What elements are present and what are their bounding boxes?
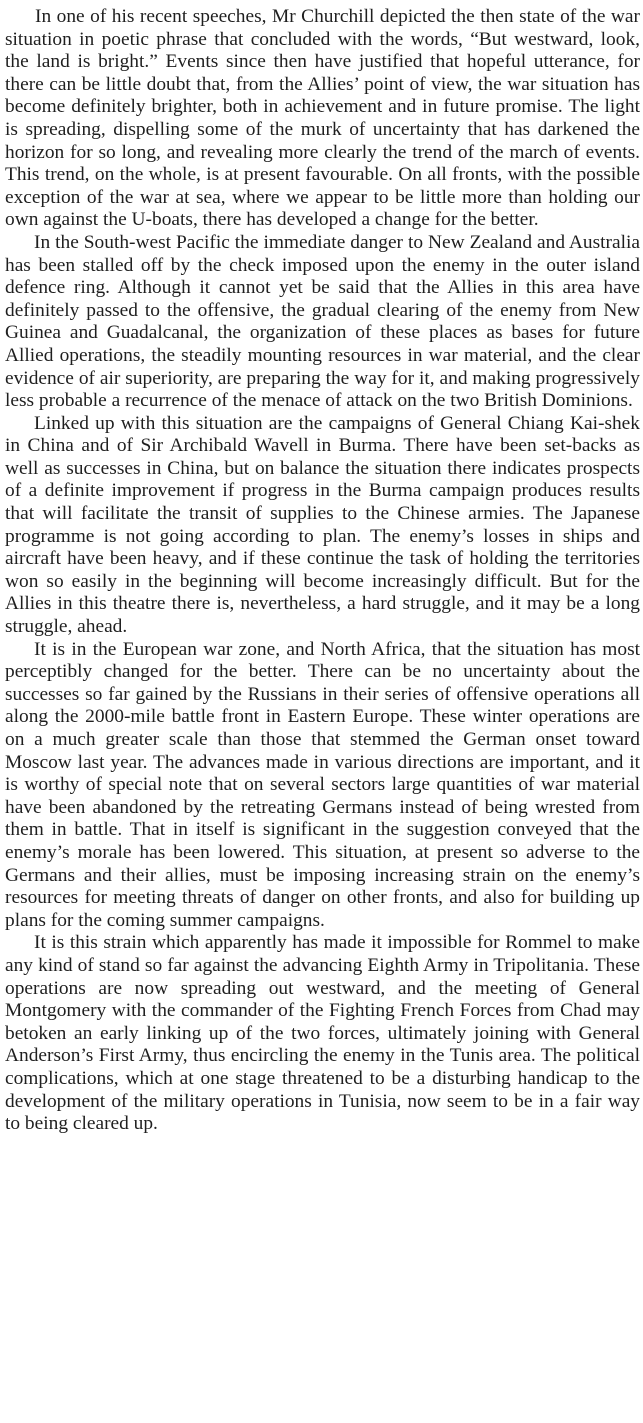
paragraph-tripolitania-tunisia: It is this strain which apparently has made it impossible for Rommel to make any kind of stand so far against the advancing Eighth Army in Tripolitania. These operations are now spreading out westward, and the meeting of General Montgomery with the commander of the Fighting French Forces from Chad may betoken an early linking up of the two forces, ultimately joining with General Anderson’s First Army, thus encircling the enemy in the Tunis area. The political complications, which at one stage threatened to be a disturbing handicap to the development of the military operations in Tunisia, now seem to be in a fair way to being cleared up. bbox=[5, 932, 640, 1135]
paragraph-european-war-zone: It is in the European war zone, and North Africa, that the situation has most perceptibly changed for the better. There can be no uncertainty about the successes so far gained by the Russians in their series of offensive operations all along the 2000-mile battle front in Eastern Europe. These winter operations are on a much greater scale than those that stemmed the German onset toward Moscow last year. The advances made in various directions are important, and it is worthy of special note that on several sectors large quantities of war material have been abandoned by the retreating Germans instead of being wrested from them in battle. That in itself is significant in the suggestion conveyed that the enemy’s morale has been lowered. This situation, at present so adverse to the Germans and their allies, must be imposing increasing strain on the enemy’s resources for meeting threats of danger on other fronts, and also for building up plans for the coming summer campaigns. bbox=[5, 638, 640, 931]
paragraph-churchill-speech: In one of his recent speeches, Mr Churchill depicted the then state of the war situation in poetic phrase that concluded with the words, “But westward, look, the land is bright.” Events since then have justified that hopeful utterance, for there can be little doubt that, from the Allies’ point of view, the war situation has become definitely brighter, both in achievement and in future promise. The light is spreading, dispelling some of the murk of uncertainty that has darkened the horizon for so long, and revealing more clearly the trend of the march of events. This trend, on the whole, is at present favourable. On all fronts, with the possible exception of the war at sea, where we appear to be little more than holding our own against the U-boats, there has developed a change for the better. bbox=[5, 6, 640, 231]
paragraph-china-burma: Linked up with this situation are the campaigns of General Chiang Kai-shek in China and of Sir Archibald Wavell in Burma. There have been set-backs as well as successes in China, but on balance the situation there indicates prospects of a definite improvement if progress in the Burma campaign produces results that will facilitate the transit of supplies to the Chinese armies. The Japanese programme is not going according to plan. The enemy’s losses in ships and aircraft have been heavy, and if these continue the task of holding the territories won so easily in the beginning will become increasingly difficult. But for the Allies in this theatre there is, nevertheless, a hard struggle, and it may be a long struggle, ahead. bbox=[5, 412, 640, 638]
paragraph-south-west-pacific: In the South-west Pacific the immediate danger to New Zealand and Australia has been stalled off by the check imposed upon the enemy in the outer island defence ring. Although it cannot yet be said that the Allies in this area have definitely passed to the offensive, the gradual clearing of the enemy from New Guinea and Guadalcanal, the organization of these places as bases for future Allied operations, the steadily mounting resources in war material, and the clear evidence of air superiority, are preparing the way for it, and making progressively less probable a recurrence of the menace of attack on the two British Dominions. bbox=[5, 231, 640, 412]
